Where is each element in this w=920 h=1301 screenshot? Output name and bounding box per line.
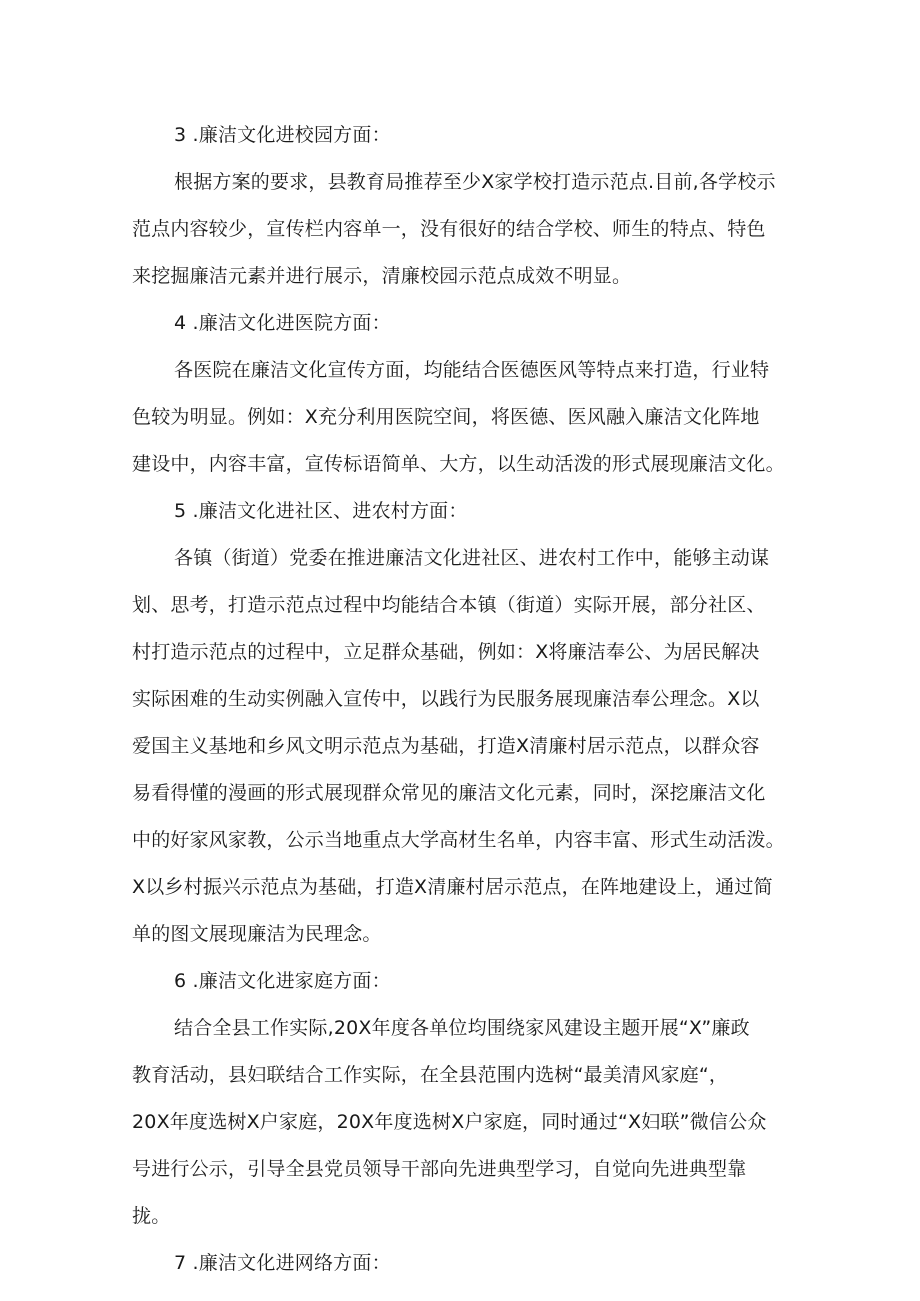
paragraph-line: 教育活动，县妇联结合工作实际，在全县范围内选树“最美清风家庭“， bbox=[132, 1064, 729, 1086]
section-heading: 4 .廉洁文化进医院方面： bbox=[174, 312, 391, 334]
paragraph-line: 单的图文展现廉洁为民理念。 bbox=[132, 923, 382, 945]
paragraph-line: 20X年度选树X户家庭，20X年度选树X户家庭，同时通过“X妇联”微信公众 bbox=[132, 1111, 767, 1133]
paragraph-line: 爱国主义基地和乡风文明示范点为基础，打造X清廉村居示范点，以群众容 bbox=[132, 735, 760, 757]
section-heading: 7 .廉洁文化进网络方面： bbox=[174, 1252, 391, 1274]
paragraph-line: 易看得懂的漫画的形式展现群众常见的廉洁文化元素，同时，深挖廉洁文化 bbox=[132, 782, 766, 804]
paragraph-line: X以乡村振兴示范点为基础，打造X清廉村居示范点，在阵地建设上，通过简 bbox=[132, 876, 773, 898]
paragraph-line: 来挖掘廉洁元素并进行展示，清廉校园示范点成效不明显。 bbox=[132, 265, 632, 287]
section-heading: 3 .廉洁文化进校园方面： bbox=[174, 124, 391, 146]
paragraph-line: 拢。 bbox=[132, 1205, 171, 1227]
paragraph-line: 划、思考，打造示范点过程中均能结合本镇（街道）实际开展，部分社区、 bbox=[132, 594, 766, 616]
paragraph-line: 色较为明显。例如：X充分利用医院空间，将医德、医风融入廉洁文化阵地 bbox=[132, 406, 760, 428]
section-heading: 6 .廉洁文化进家庭方面： bbox=[174, 970, 391, 992]
paragraph-first-line: 各医院在廉洁文化宣传方面，均能结合医德医风等特点来打造，行业特 bbox=[174, 359, 770, 381]
paragraph-first-line: 各镇（街道）党委在推进廉洁文化进社区、进农村工作中，能够主动谋 bbox=[174, 547, 770, 569]
document-body bbox=[132, 112, 792, 1287]
paragraph-line: 中的好家风家教，公示当地重点大学高材生名单，内容丰富、形式生动活泼。 bbox=[132, 829, 785, 851]
paragraph-first-line: 根据方案的要求，县教育局推荐至少X家学校打造示范点.目前,各学校示 bbox=[174, 171, 776, 193]
paragraph-first-line: 结合全县工作实际,20X年度各单位均围绕家风建设主题开展“X”廉政 bbox=[174, 1017, 750, 1039]
section-heading: 5 .廉洁文化进社区、进农村方面： bbox=[174, 500, 468, 522]
paragraph-line: 村打造示范点的过程中，立足群众基础，例如：X将廉洁奉公、为居民解决 bbox=[132, 641, 760, 663]
paragraph-line: 范点内容较少，宣传栏内容单一，没有很好的结合学校、师生的特点、特色 bbox=[132, 218, 766, 240]
paragraph-line: 实际困难的生动实例融入宣传中，以践行为民服务展现廉洁奉公理念。X以 bbox=[132, 688, 760, 710]
paragraph-line: 号进行公示，引导全县党员领导干部向先进典型学习，自觉向先进典型靠 bbox=[132, 1158, 747, 1180]
paragraph-line: 建设中，内容丰富，宣传标语简单、大方，以生动活泼的形式展现廉洁文化。 bbox=[132, 453, 785, 475]
